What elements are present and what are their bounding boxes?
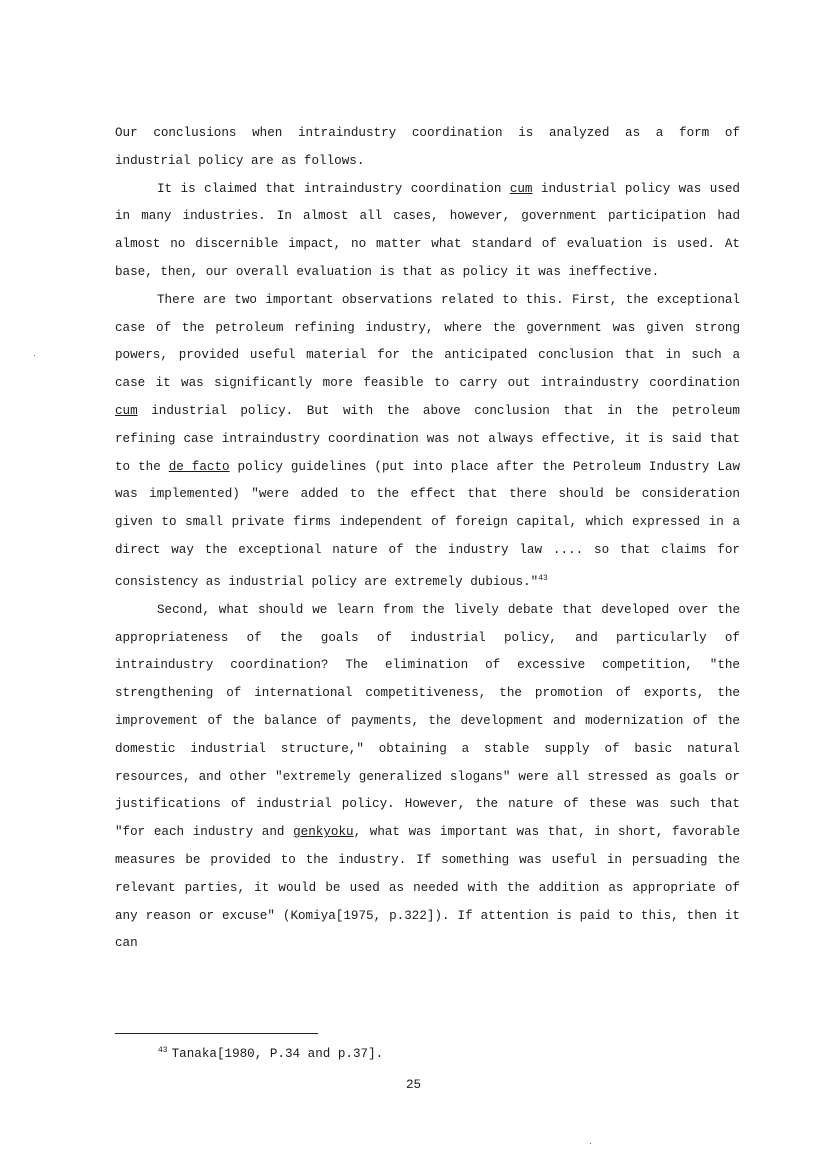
footnote-divider [115,1033,318,1034]
paragraph [115,597,740,958]
underlined-term: de facto [168,459,230,474]
underlined-term: genkyoku [293,825,354,840]
text-run: industrial policy was used in many industries. In almost all cases, however, government participation had almost no discernible impact, no matter what standard of evaluation is used. At base, then, our overall evaluation is that as policy it was ineffective. [115,181,740,279]
text-run: industrial policy. But with the above conclusion that in the petroleum refining case intraindustry coordination was not always effective, it is said that to the [115,403,740,474]
scan-speck [34,355,35,356]
text-run: Our conclusions when intraindustry coordination is analyzed as a form of industrial policy are as follows. [115,126,740,168]
underlined-term: cum [115,403,138,418]
footnote-mark: 43 [158,1046,168,1055]
paragraph [115,176,740,287]
footnote-reference: 43 [538,573,548,583]
text-run: It is claimed that intraindustry coordination [157,181,510,196]
text-run: There are two important observations related to this. First, the exceptional case of the petroleum refining industry, where the government was given strong powers, provided useful material for the anticipated conclusion that in such a case it was significantly more feasible to carry out intraindustry coordination [115,292,740,391]
page-number: 25 [405,1078,422,1092]
footnote-text: Tanaka[1980, P.34 and p.37]. [171,1047,384,1062]
scan-speck [590,1143,591,1144]
text-run: , what was important was that, in short, favorable measures be provided to the industry. If something was useful in persuading the relevant parties, it would be used as needed with the addition as appropriate of any reason or excuse" (Komiya[1975, p.322]). If attention is paid to this, then it can [115,825,741,951]
text-run: Second, what should we learn from the lively debate that developed over the appropriateness of the goals of industrial policy, and particularly of intraindustry coordination? The elimination of excessive competition, "the strengthening of international competitiveness, the promotion of exports, the improvement of the balance of payments, the development and modernization of the domestic industrial structure," obtaining a stable supply of basic natural resources, and other "extremely generalized slogans" were all stressed as goals or justifications of industrial policy. However, the nature of these was such that "for each industry and [115,602,740,840]
text-run: policy guidelines (put into place after the Petroleum Industry Law was implemented) "were added to the effect that there should be consideration given to small private firms independent of foreign capital, which expressed in a direct way the exceptional nature of the industry law .... so that claims for consistency as industrial policy are extremely dubious." [115,459,740,589]
paragraph [115,120,740,176]
underlined-term: cum [509,181,533,196]
footnote [158,1046,383,1061]
paragraph [115,287,740,597]
body-text [115,120,740,958]
